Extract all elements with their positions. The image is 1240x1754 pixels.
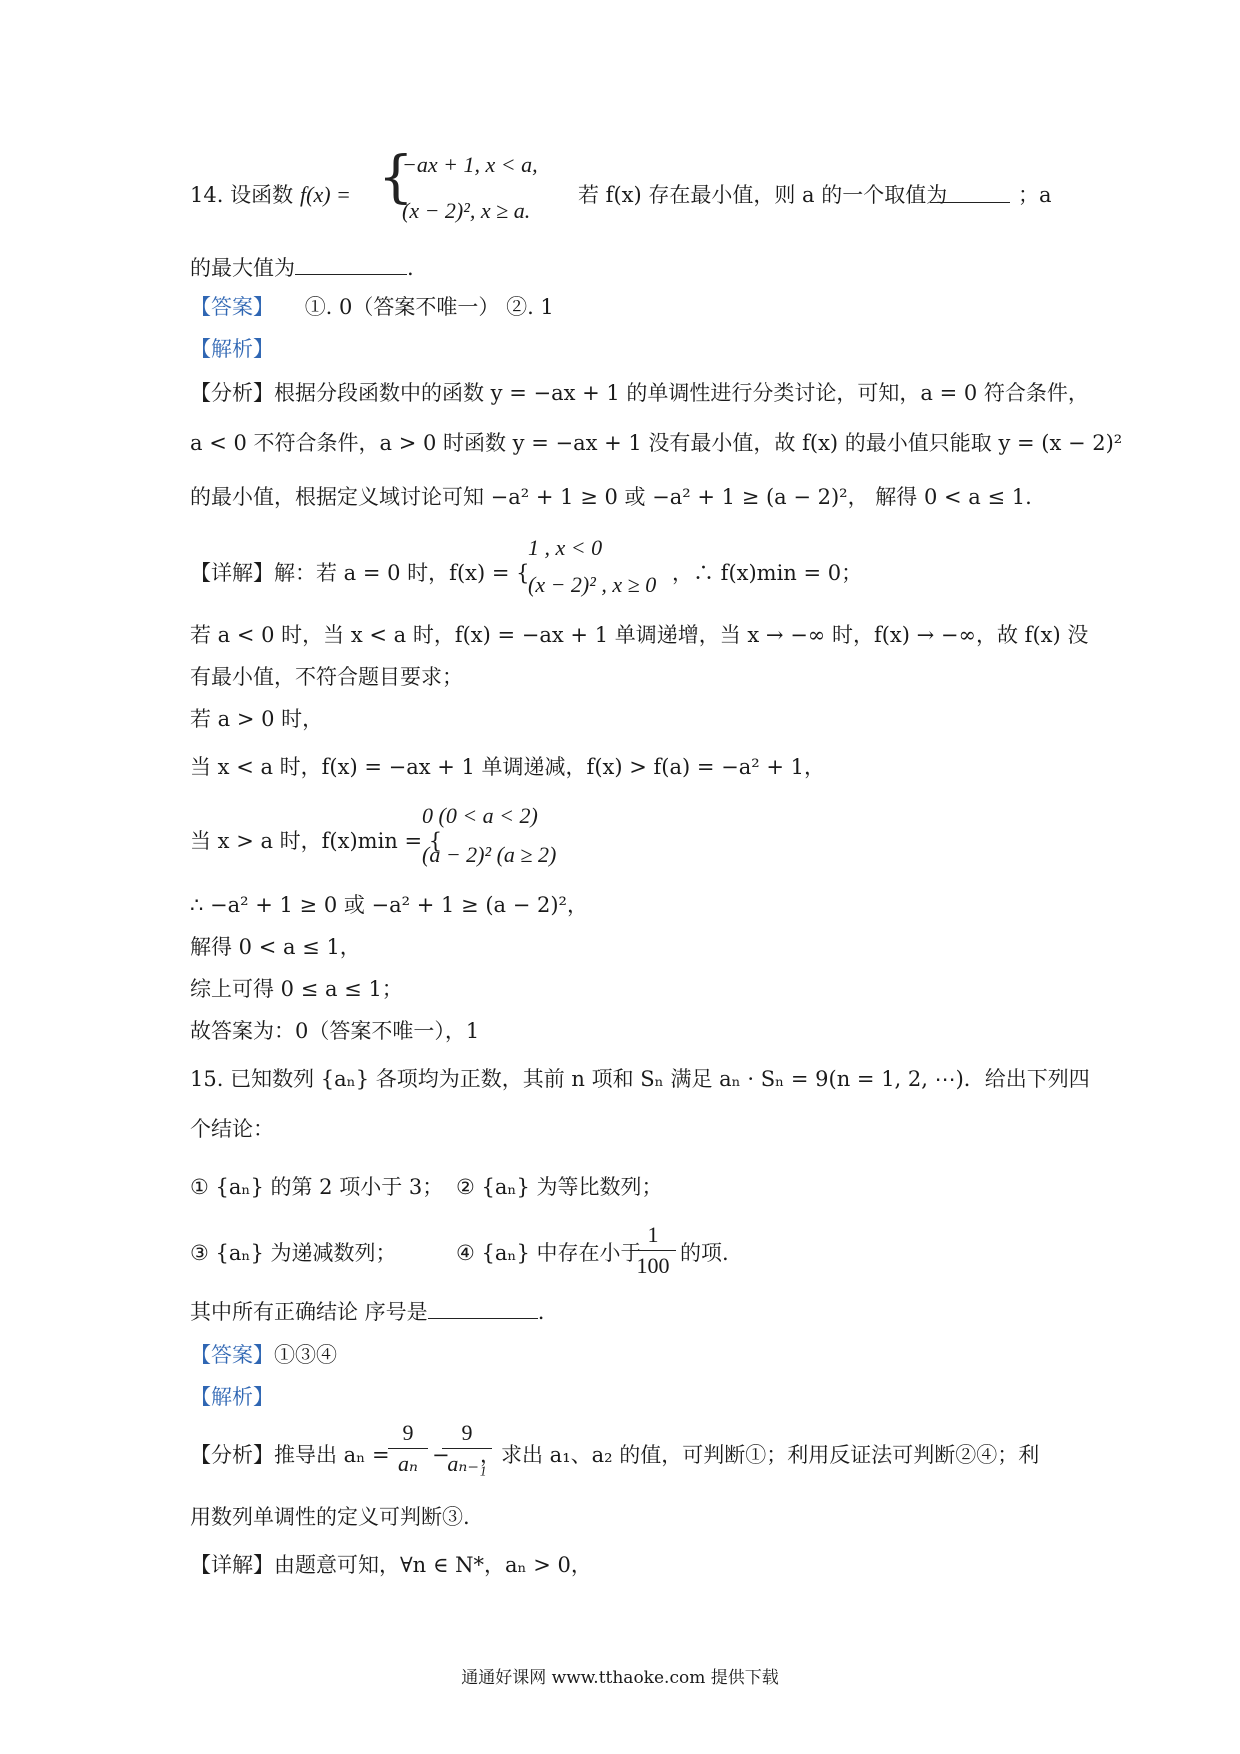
q15-detail: 【详解】由题意可知，∀n ∈ N*，aₙ > 0， bbox=[190, 1553, 592, 1577]
q14-analysis-tag: 【解析】 bbox=[190, 337, 274, 361]
q14-xgt-piece2: (a − 2)² (a ≥ 2) bbox=[422, 842, 557, 867]
q14-line-final: 故答案为：0（答案不唯一），1 bbox=[190, 1019, 480, 1043]
q14-piece1: −ax + 1, x < a, bbox=[402, 152, 538, 177]
q15-stem1: 15. 已知数列 {aₙ} 各项均为正数，其前 n 项和 Sₙ 满足 aₙ · Sₙ = 9(n = 1, 2, ⋯)．给出下列四 bbox=[190, 1067, 1090, 1091]
q14-line-therefore: ∴ −a² + 1 ≥ 0 或 −a² + 1 ≥ (a − 2)²， bbox=[190, 893, 588, 917]
q14-stem-mid: 若 f(x) 存在最小值，则 a 的一个取值为 bbox=[578, 183, 948, 207]
q14-line-neg2: 有最小值，不符合题目要求； bbox=[190, 665, 463, 689]
q15-minus: − bbox=[432, 1443, 450, 1467]
q15-analysis-tag: 【解析】 bbox=[190, 1385, 274, 1409]
q14-line-pos: 若 a > 0 时， bbox=[190, 707, 324, 731]
q14-xgt-prefix: 当 x > a 时，f(x)min = { bbox=[190, 829, 443, 853]
q14-detail-piece2: (x − 2)² , x ≥ 0 bbox=[528, 572, 657, 597]
q15-answer: 【答案】①③④ bbox=[190, 1343, 337, 1367]
q15-fenxi-line2: 用数列单调性的定义可判断③. bbox=[190, 1505, 470, 1529]
q15-fraction-1-100: 1 100 bbox=[630, 1222, 676, 1279]
q14-answer bbox=[190, 292, 1070, 322]
q14-fenxi-line2: a < 0 不符合条件，a > 0 时函数 y = −ax + 1 没有最小值，故 f(x) 的最小值只能取 y = (x − 2)² bbox=[190, 431, 1123, 455]
q14-detail-prefix: 【详解】解：若 a = 0 时，f(x) = { bbox=[190, 561, 530, 585]
q15-stem2: 个结论： bbox=[190, 1117, 274, 1141]
q15-ask: 其中所有正确结论 序号是 . bbox=[190, 1296, 1070, 1327]
q15-fraction-9-an1: 9 aₙ₋₁ bbox=[442, 1420, 492, 1477]
q14-func-lhs: f(x) = bbox=[300, 182, 351, 207]
q15-fenxi-prefix: 【分析】推导出 aₙ = bbox=[190, 1443, 390, 1467]
q14-stem-end: ；a bbox=[1018, 183, 1052, 207]
answer-blank-3[interactable] bbox=[428, 1296, 538, 1319]
answer-text: ①. 0（答案不唯一） ②. 1 bbox=[304, 295, 554, 319]
q15-conclusion-1: ① {aₙ} 的第 2 项小于 3； bbox=[190, 1175, 444, 1199]
q15-conclusion-4-suffix: 的项. bbox=[680, 1241, 729, 1265]
q14-stem-prefix: 14. 设函数 bbox=[190, 183, 294, 207]
q14-brace: { bbox=[378, 145, 414, 210]
q14-line-neg1: 若 a < 0 时，当 x < a 时，f(x) = −ax + 1 单调递增，当 x → −∞ 时，f(x) → −∞，故 f(x) 没 bbox=[190, 623, 1089, 647]
answer-tag: 【答案】 bbox=[190, 295, 274, 319]
q14-fenxi-line3: 的最小值，根据定义域讨论可知 −a² + 1 ≥ 0 或 −a² + 1 ≥ (a − 2)²， 解得 0 < a ≤ 1. bbox=[190, 485, 1032, 509]
q14-line-solve: 解得 0 < a ≤ 1， bbox=[190, 935, 361, 959]
page-footer: 通通好课网 www.tthaoke.com 提供下载 bbox=[461, 1668, 779, 1688]
q15-conclusion-4-prefix: ④ {aₙ} 中存在小于 bbox=[456, 1241, 642, 1265]
q14-detail-piece1: 1 , x < 0 bbox=[528, 535, 603, 560]
q15-conclusion-3: ③ {aₙ} 为递减数列； bbox=[190, 1241, 397, 1265]
q14-line-sum: 综上可得 0 ≤ a ≤ 1； bbox=[190, 977, 403, 1001]
q14-detail-suffix: ，∴ f(x)min = 0； bbox=[672, 561, 863, 585]
q14-xgt-piece1: 0 (0 < a < 2) bbox=[422, 803, 538, 828]
q14-blank1-row bbox=[930, 180, 1030, 211]
q15-fraction-9-an: 9 aₙ bbox=[388, 1420, 428, 1477]
q15-fenxi-suffix: ，求出 a₁、a₂ 的值，可判断①；利用反证法可判断②④；利 bbox=[480, 1443, 1040, 1467]
q14-line-xlt: 当 x < a 时，f(x) = −ax + 1 单调递减，f(x) > f(a) = −a² + 1， bbox=[190, 755, 825, 779]
q14-piece2: (x − 2)², x ≥ a. bbox=[402, 198, 531, 223]
q15-conclusion-2: ② {aₙ} 为等比数列； bbox=[456, 1175, 663, 1199]
q14-fenxi-line1: 【分析】根据分段函数中的函数 y = −ax + 1 的单调性进行分类讨论，可知，a = 0 符合条件， bbox=[190, 381, 1089, 405]
q14-line2: 的最大值为 . bbox=[190, 252, 1070, 283]
answer-blank-2[interactable] bbox=[295, 252, 407, 275]
answer-blank-1[interactable] bbox=[930, 180, 1010, 203]
